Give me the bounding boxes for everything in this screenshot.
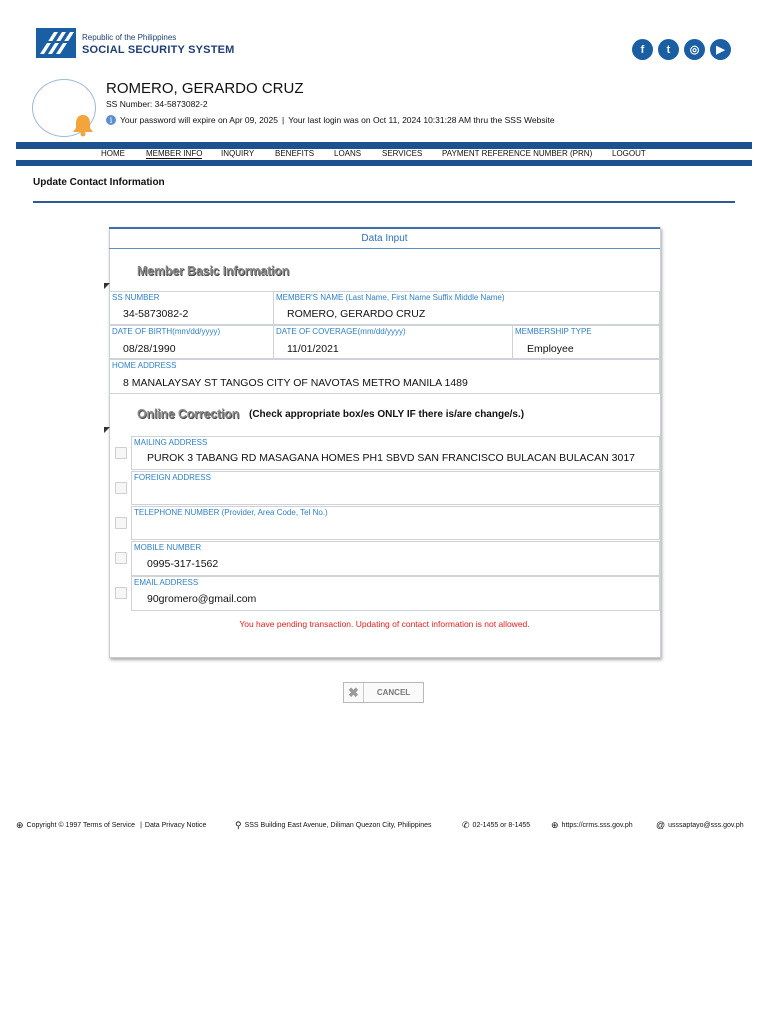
footer-email <box>656 820 744 830</box>
close-icon: ✖ <box>344 683 364 702</box>
email-cell <box>131 576 660 611</box>
footer-website <box>551 820 633 831</box>
panel-header: Data Input <box>109 227 660 249</box>
nav-logout[interactable]: LOGOUT <box>612 149 646 158</box>
footer-address <box>235 820 432 831</box>
nav-home[interactable]: HOME <box>101 149 125 158</box>
membership-value: Employee <box>527 343 574 355</box>
sss-logo[interactable] <box>36 28 76 58</box>
nav-loans[interactable]: LOANS <box>334 149 362 158</box>
membership-cell <box>512 325 660 359</box>
telephone-checkbox[interactable] <box>115 517 127 529</box>
last-login: Your last login was on Oct 11, 2024 10:31:28 AM thru the SSS Website <box>288 115 555 125</box>
member-name-label: MEMBER'S NAME (Last Name, First Name Suffix Middle Name) <box>276 293 505 302</box>
youtube-icon[interactable]: ▶ <box>710 39 731 60</box>
section-marker-icon <box>104 283 110 289</box>
home-address-label: HOME ADDRESS <box>112 361 177 370</box>
login-info <box>106 115 555 125</box>
copyright-text[interactable]: Copyright © 1997 Terms of Service <box>26 822 136 829</box>
membership-label: MEMBERSHIP TYPE <box>515 327 592 336</box>
mailing-address-checkbox[interactable] <box>115 447 127 459</box>
nav-top-bar <box>16 142 752 149</box>
mobile-label: MOBILE NUMBER <box>134 543 202 552</box>
home-address-value: 8 MANALAYSAY ST TANGOS CITY OF NAVOTAS METRO MANILA 1489 <box>123 377 468 389</box>
notification-bell-icon[interactable] <box>72 113 94 137</box>
email-label: EMAIL ADDRESS <box>134 578 199 587</box>
nav-member-info[interactable]: MEMBER INFO <box>146 149 203 158</box>
section-marker-icon <box>104 427 110 433</box>
mobile-checkbox[interactable] <box>115 552 127 564</box>
privacy-link[interactable]: Data Privacy Notice <box>144 822 207 829</box>
member-name-value: ROMERO, GERARDO CRUZ <box>287 308 426 320</box>
website-link[interactable]: https://crms.sss.gov.ph <box>561 822 633 829</box>
title-divider <box>33 201 735 203</box>
dob-cell <box>109 325 274 359</box>
instagram-icon[interactable]: ◎ <box>684 39 705 60</box>
basic-info-heading: Member Basic Information <box>137 264 290 278</box>
nav-bottom-bar <box>16 160 752 166</box>
separator: | <box>281 115 285 125</box>
twitter-icon[interactable]: t <box>658 39 679 60</box>
mailing-address-value: PUROK 3 TABANG RD MASAGANA HOMES PH1 SBVD SAN FRANCISCO BULACAN BULACAN 3017 <box>147 452 635 464</box>
footer-phone <box>462 820 530 831</box>
facebook-icon[interactable]: f <box>632 39 653 60</box>
mobile-cell <box>131 541 660 576</box>
cancel-label: CANCEL <box>376 688 411 697</box>
correction-hint: (Check appropriate box/es ONLY IF there is/are change/s.) <box>249 409 525 420</box>
coverage-cell <box>273 325 513 359</box>
nav-services[interactable]: SERVICES <box>382 149 423 158</box>
telephone-label: TELEPHONE NUMBER (Provider, Area Code, Tel No.) <box>134 508 328 517</box>
ss-number: SS Number: 34-5873082-2 <box>106 99 208 109</box>
phone-text: 02-1455 or 8-1455 <box>472 822 531 829</box>
online-correction-heading: Online Correction <box>137 407 240 421</box>
password-notice: Your password will expire on Apr 09, 2025 <box>120 115 278 125</box>
info-icon: i <box>106 115 116 125</box>
address-text: SSS Building East Avenue, Diliman Quezon City, Philippines <box>244 822 432 829</box>
footer <box>16 820 756 832</box>
foreign-address-checkbox[interactable] <box>115 482 127 494</box>
email-value: 90gromero@gmail.com <box>147 593 257 605</box>
footer-copyright: ⊕ Copyright © 1997 Terms of Service | Data Privacy Notice <box>16 820 207 830</box>
globe-icon: ⊕ <box>16 820 24 830</box>
org-name: SOCIAL SECURITY SYSTEM <box>82 44 235 56</box>
home-address-cell <box>109 359 660 394</box>
phone-icon: ✆ <box>462 820 470 830</box>
email-checkbox[interactable] <box>115 587 127 599</box>
globe-icon: ⊕ <box>551 820 559 830</box>
at-icon: @ <box>656 820 666 830</box>
nav-prn[interactable]: PAYMENT REFERENCE NUMBER (PRN) <box>442 149 593 158</box>
mailing-address-cell <box>131 436 660 470</box>
org-line1: Republic of the Philippines <box>82 33 177 42</box>
ss-number-cell <box>109 291 274 325</box>
email-link[interactable]: usssaptayo@sss.gov.ph <box>668 821 744 829</box>
dob-label: DATE OF BIRTH(mm/dd/yyyy) <box>112 327 221 336</box>
ss-number-label: SS NUMBER <box>112 293 160 302</box>
coverage-label: DATE OF COVERAGE(mm/dd/yyyy) <box>276 327 406 336</box>
nav-benefits[interactable]: BENEFITS <box>275 149 315 158</box>
mobile-value: 0995-317-1562 <box>147 558 219 570</box>
nav-inquiry[interactable]: INQUIRY <box>221 149 255 158</box>
foreign-address-label: FOREIGN ADDRESS <box>134 473 211 482</box>
foreign-address-cell <box>131 471 660 505</box>
page-title: Update Contact Information <box>33 177 165 188</box>
ss-number-value: 34-5873082-2 <box>123 308 189 320</box>
mailing-address-label: MAILING ADDRESS <box>134 438 208 447</box>
member-name-cell <box>273 291 660 325</box>
coverage-value: 11/01/2021 <box>287 343 339 355</box>
user-name: ROMERO, GERARDO CRUZ <box>106 80 304 97</box>
telephone-cell <box>131 506 660 540</box>
location-pin-icon: ⚲ <box>235 820 242 830</box>
dob-value: 08/28/1990 <box>123 343 176 355</box>
cancel-button[interactable] <box>343 682 424 703</box>
pending-transaction-error: You have pending transaction. Updating of contact information is not allowed. <box>239 619 530 629</box>
